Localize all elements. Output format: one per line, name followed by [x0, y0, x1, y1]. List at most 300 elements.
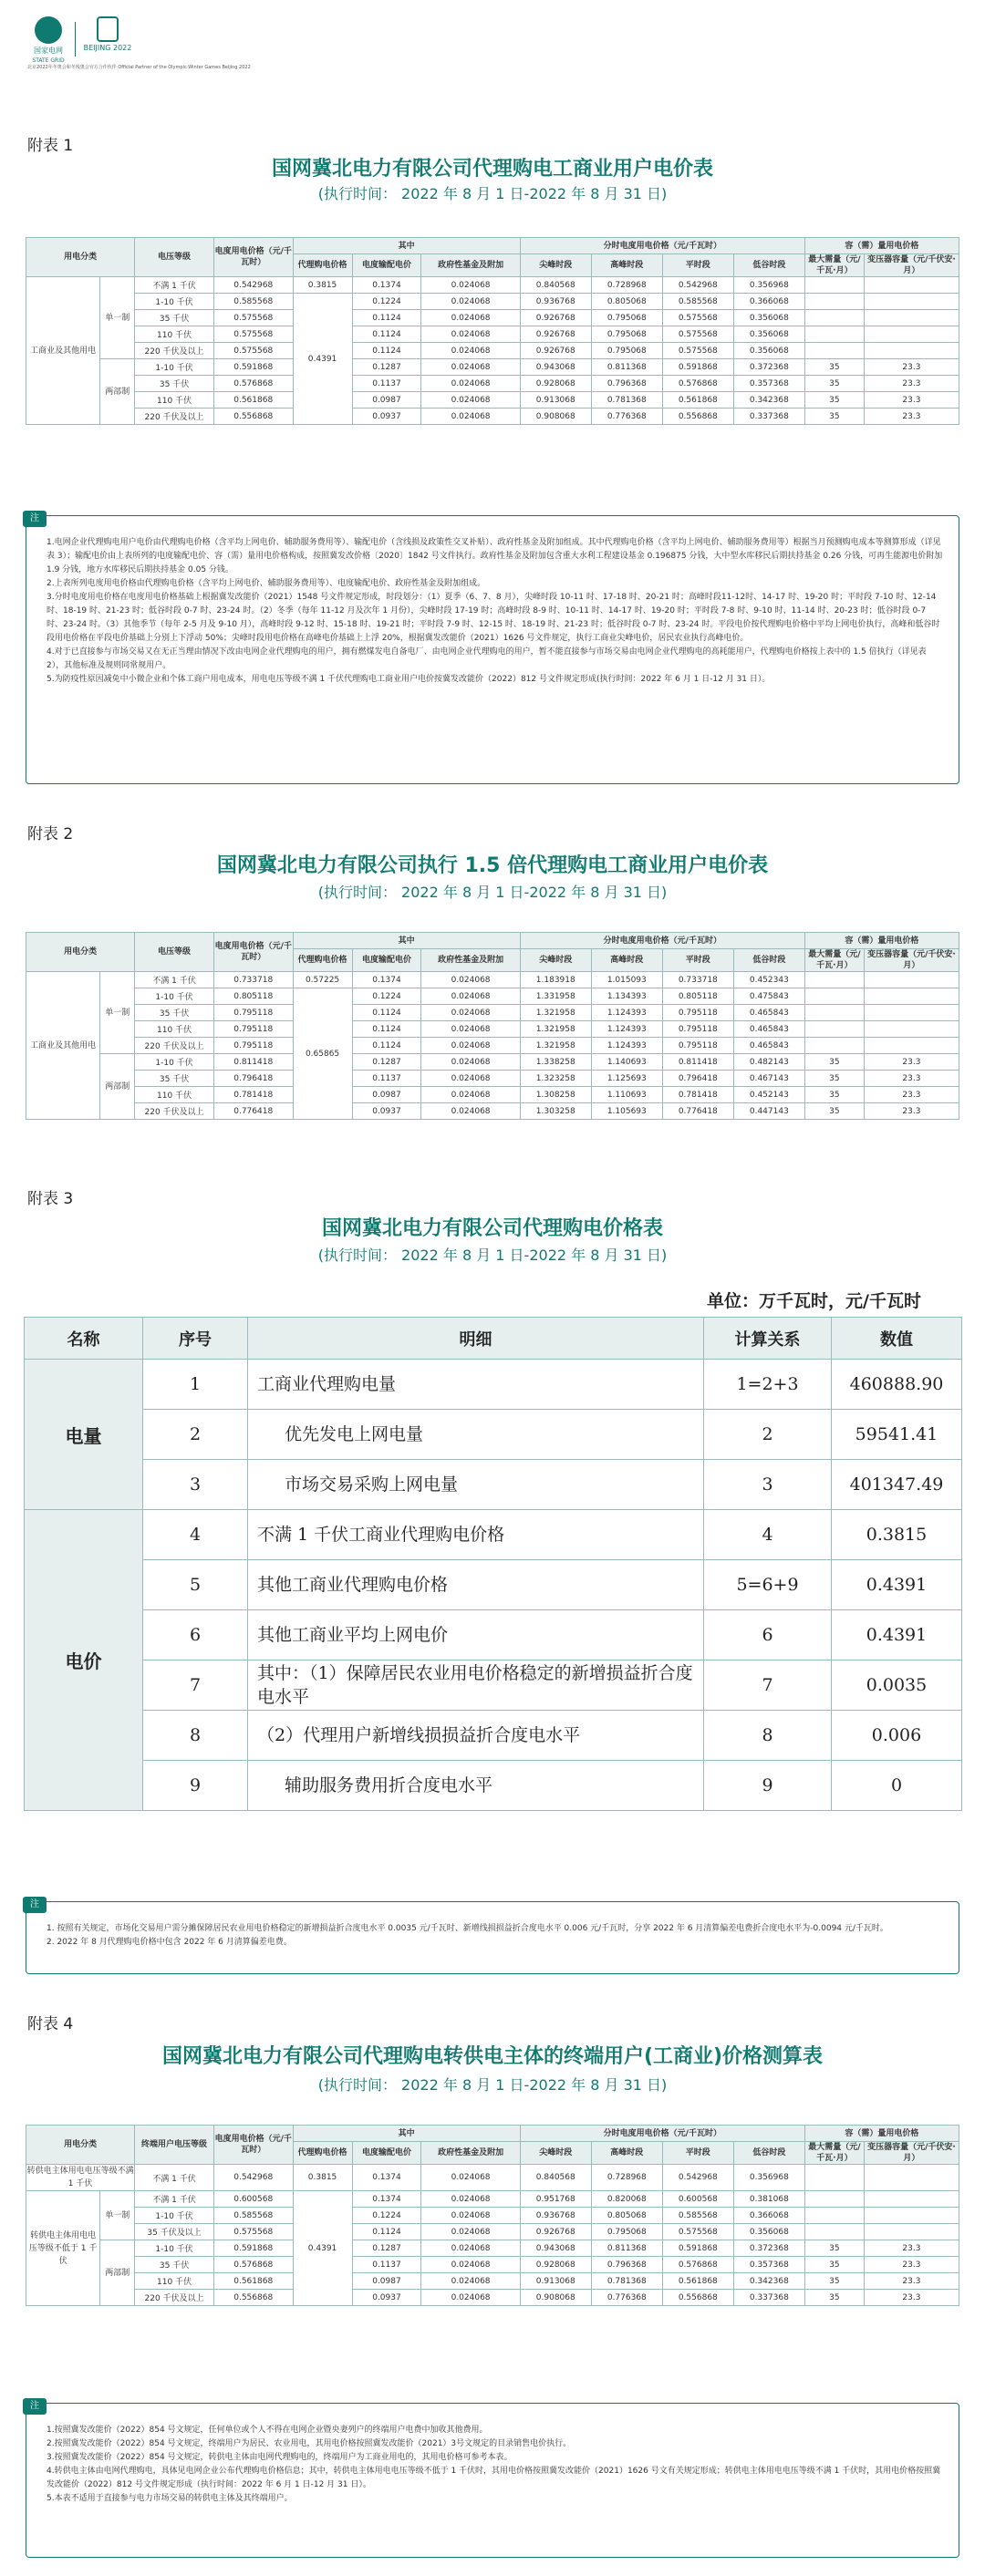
table-cell — [804, 1005, 864, 1021]
cell-agent: 0.3815 — [293, 2165, 352, 2191]
table-row — [26, 1038, 959, 1054]
table-cell: 0.805118 — [213, 988, 293, 1005]
t3-col-no: 序号 — [143, 1318, 248, 1360]
table-cell — [864, 2191, 959, 2208]
note-tag: 注 — [23, 1897, 47, 1913]
table-1 — [26, 237, 959, 425]
table-cell: 0.356068 — [733, 2224, 804, 2240]
table-cell: 0.576868 — [213, 376, 293, 392]
table-cell: 0.556868 — [213, 2290, 293, 2306]
table-cell: 0.776368 — [591, 409, 662, 425]
col-agent: 代理购电价格 — [293, 254, 352, 277]
cell-no: 2 — [143, 1410, 248, 1460]
t3-title: 国网冀北电力有限公司代理购电价格表 — [321, 1217, 663, 1240]
table-cell: 0.781368 — [591, 392, 662, 409]
col-peak: 尖峰时段 — [520, 2142, 591, 2165]
table-cell: 0.936768 — [520, 294, 591, 310]
cell-calc: 6 — [704, 1610, 832, 1660]
note-item: 3.按照冀发改能价（2022）854 号文规定，转供电主体由电网代理购电的，终端用户为工商业用电的，其用电价格可参考本表。 — [47, 2453, 513, 2462]
table-cell: 23.3 — [864, 1087, 959, 1103]
note-item: 2.上表所列电度用电价格由代理购电价格（含平均上网电价、辅助服务费用等）、电度输配电价、政府性基金及附加组成。 — [47, 579, 486, 588]
table-row — [25, 1761, 962, 1811]
table-cell: 0.452143 — [733, 1087, 804, 1103]
cell-no: 1 — [143, 1360, 248, 1410]
table-row — [26, 277, 959, 294]
table-cell: 0.337368 — [733, 409, 804, 425]
table-cell: 110 千伏 — [135, 326, 214, 343]
table-cell: 23.3 — [864, 2273, 959, 2290]
table-cell: 0.795068 — [591, 310, 662, 326]
table-cell: 1.110693 — [591, 1087, 662, 1103]
col-high: 高峰时段 — [591, 2142, 662, 2165]
cell-agent-merged: 0.65865 — [293, 988, 352, 1120]
col-capacity: 容（需）量用电价格 — [804, 933, 959, 949]
table-row — [26, 2240, 959, 2257]
col-price: 电度用电价格（元/千瓦时） — [213, 2126, 293, 2165]
table-cell: 35 千伏 — [135, 376, 214, 392]
table-cell: 0.600568 — [662, 2191, 733, 2208]
table-cell: 0.465843 — [733, 1021, 804, 1038]
table-cell: 1-10 千伏 — [135, 988, 214, 1005]
cat-two: 两部制 — [100, 2240, 135, 2306]
table-cell — [804, 294, 864, 310]
table-cell: 0.776418 — [213, 1103, 293, 1120]
col-flat: 平时段 — [662, 2142, 733, 2165]
table-row — [26, 294, 959, 310]
table-cell: 35 — [804, 2290, 864, 2306]
table-cell: 1.321958 — [520, 1038, 591, 1054]
table-cell: 0.926768 — [520, 310, 591, 326]
col-maxdemand: 最大需量（元/千瓦·月） — [804, 949, 864, 972]
table-cell — [804, 326, 864, 343]
table-cell: 0.024068 — [421, 1071, 520, 1087]
table-cell: 0.575568 — [662, 326, 733, 343]
table-cell: 0.1374 — [352, 277, 421, 294]
col-peak: 尖峰时段 — [520, 949, 591, 972]
table-cell: 0.943068 — [520, 359, 591, 376]
table-cell: 0.024068 — [421, 2273, 520, 2290]
cell-detail: 优先发电上网电量 — [248, 1410, 704, 1460]
table-cell: 0.024068 — [421, 392, 520, 409]
table-cell: 0.1124 — [352, 310, 421, 326]
table-cell: 0.542968 — [662, 277, 733, 294]
table-cell: 0.1287 — [352, 2240, 421, 2257]
table-cell — [864, 1021, 959, 1038]
table-cell: 1.124393 — [591, 1021, 662, 1038]
table-cell: 0.542968 — [213, 2165, 293, 2191]
table-cell: 23.3 — [864, 359, 959, 376]
table-cell: 0.356068 — [733, 310, 804, 326]
table-cell — [864, 294, 959, 310]
table-cell: 35 — [804, 1071, 864, 1087]
col-trans: 电度输配电价 — [352, 254, 421, 277]
table-row — [26, 1087, 959, 1103]
table-cell: 1.303258 — [520, 1103, 591, 1120]
table-cell: 1.124393 — [591, 1005, 662, 1021]
table-cell: 0.576868 — [662, 376, 733, 392]
cell-no: 7 — [143, 1660, 248, 1711]
table-cell: 0.447143 — [733, 1103, 804, 1120]
table-cell: 0.024068 — [421, 1054, 520, 1071]
table-cell: 0.561868 — [213, 392, 293, 409]
table-cell: 0.1224 — [352, 294, 421, 310]
table-cell: 1.125693 — [591, 1071, 662, 1087]
col-tou: 分时电度用电价格（元/千瓦时） — [520, 933, 804, 949]
t2-title: 国网冀北电力有限公司执行 1.5 倍代理购电工商业用户电价表 — [216, 854, 769, 877]
table-cell: 35 — [804, 1054, 864, 1071]
table-cell: 0.475843 — [733, 988, 804, 1005]
table-row — [25, 1560, 962, 1610]
table-cell: 35 — [804, 2273, 864, 2290]
table-cell: 0.024068 — [421, 326, 520, 343]
table-cell: 0.1124 — [352, 2224, 421, 2240]
table-cell: 0.811368 — [591, 359, 662, 376]
table-cell: 0.943068 — [520, 2240, 591, 2257]
cell-detail: 市场交易采购上网电量 — [248, 1460, 704, 1510]
t4-label: 附表 4 — [27, 2015, 74, 2033]
t3-period: (执行时间： 2022 年 8 月 1 日-2022 年 8 月 31 日) — [317, 1247, 668, 1264]
table-cell: 23.3 — [864, 1054, 959, 1071]
table-cell: 23.3 — [864, 392, 959, 409]
table-row — [26, 1005, 959, 1021]
table-cell: 0.781368 — [591, 2273, 662, 2290]
table-cell — [804, 972, 864, 988]
table-cell: 23.3 — [864, 2257, 959, 2273]
table-cell: 0.820068 — [591, 2191, 662, 2208]
table-cell: 0.024068 — [421, 972, 520, 988]
t3-unit: 单位：万千瓦时，元/千瓦时 — [707, 1291, 921, 1311]
t3-notes — [26, 1901, 959, 1974]
cell-calc: 3 — [704, 1460, 832, 1510]
table-cell: 0.024068 — [421, 2240, 520, 2257]
note-item: 5.为防疫性原因减免中小微企业和个体工商户用电成本，用电电压等级不满 1 千伏代理购电工商业用户电价按冀发改能价（2022）812 号文件规定形成(执行时间：2022 年 6 月 1 日-12 月 31 日）。 — [47, 675, 771, 684]
table-cell: 0.575568 — [662, 2224, 733, 2240]
t4-title: 国网冀北电力有限公司代理购电转供电主体的终端用户(工商业)价格测算表 — [161, 2045, 824, 2068]
table-cell: 0.024068 — [421, 2165, 520, 2191]
table-cell: 0.926768 — [520, 326, 591, 343]
table-cell: 0.575568 — [213, 310, 293, 326]
table-cell: 1.321958 — [520, 1005, 591, 1021]
table-cell: 35 千伏 — [135, 1071, 214, 1087]
table-cell: 0.356068 — [733, 326, 804, 343]
table-cell: 0.805068 — [591, 2208, 662, 2224]
table-cell: 0.575568 — [213, 2224, 293, 2240]
table-cell: 0.781418 — [213, 1087, 293, 1103]
table-cell: 0.024068 — [421, 1038, 520, 1054]
col-category: 用电分类 — [26, 2126, 135, 2165]
table-cell: 0.024068 — [421, 376, 520, 392]
col-transformer: 变压器容量（元/千伏安·月） — [864, 2142, 959, 2165]
table-cell: 0.467143 — [733, 1071, 804, 1087]
col-capacity: 容（需）量用电价格 — [804, 238, 959, 254]
table-cell: 35 — [804, 2257, 864, 2273]
table-cell: 0.024068 — [421, 1005, 520, 1021]
table-cell: 0.585568 — [213, 2208, 293, 2224]
table-cell: 220 千伏及以上 — [135, 1038, 214, 1054]
table-cell — [864, 326, 959, 343]
table-cell: 1.321958 — [520, 1021, 591, 1038]
cell-agent-merged: 0.4391 — [293, 2191, 352, 2306]
cell-detail: 其中：（1）保障居民农业用电价格稳定的新增损益折合度电水平 — [248, 1660, 704, 1711]
table-cell: 220 千伏及以上 — [135, 1103, 214, 1120]
table-cell: 0.024068 — [421, 277, 520, 294]
table-row — [26, 2165, 959, 2191]
cell-detail: 辅助服务费用折合度电水平 — [248, 1761, 704, 1811]
table-cell: 0.576868 — [213, 2257, 293, 2273]
logo-group — [27, 16, 251, 70]
note-item: 4.对于已直接参与市场交易又在无正当理由情况下改由电网企业代理购电的用户，拥有燃煤发电自备电厂、由电网企业代理购电的用户，暂不能直接参与市场交易由电网企业代理购电的高耗能用户，代理购电价格按上表中的 1.5 倍执行（详见表 2），其他标准及规则同常规用户。 — [47, 647, 927, 670]
table-row — [25, 1410, 962, 1460]
t1-period: (执行时间： 2022 年 8 月 1 日-2022 年 8 月 31 日) — [317, 185, 668, 202]
table-cell: 1.183918 — [520, 972, 591, 988]
table-cell: 110 千伏 — [135, 1021, 214, 1038]
table-cell: 0.776418 — [662, 1103, 733, 1120]
table-cell: 1-10 千伏 — [135, 1054, 214, 1071]
table-cell: 0.795118 — [213, 1005, 293, 1021]
table-cell — [864, 2208, 959, 2224]
table-cell: 0.381068 — [733, 2191, 804, 2208]
cell-calc: 8 — [704, 1711, 832, 1761]
cell-value: 460888.90 — [832, 1360, 962, 1410]
cat-main: 工商业及其他用电 — [26, 277, 100, 425]
table-cell: 0.796368 — [591, 376, 662, 392]
table-cell: 110 千伏 — [135, 1087, 214, 1103]
table-cell: 0.342368 — [733, 392, 804, 409]
table-cell: 0.024068 — [421, 2191, 520, 2208]
sgcc-name: 国家电网 — [34, 47, 63, 55]
table-cell: 35 — [804, 2240, 864, 2257]
table-cell: 0.728968 — [591, 277, 662, 294]
table-cell: 0.811418 — [662, 1054, 733, 1071]
table-row — [25, 1460, 962, 1510]
table-cell: 0.482143 — [733, 1054, 804, 1071]
cell-calc: 5=6+9 — [704, 1560, 832, 1610]
table-cell — [804, 988, 864, 1005]
table-cell: 0.575568 — [213, 343, 293, 359]
table-cell: 35 — [804, 392, 864, 409]
table-cell: 0.928068 — [520, 2257, 591, 2273]
table-cell — [864, 343, 959, 359]
col-price: 电度用电价格（元/千瓦时） — [213, 238, 293, 277]
t3-col-name: 名称 — [25, 1318, 143, 1360]
table-cell: 0.575568 — [662, 310, 733, 326]
beijing-2022-logo — [80, 16, 135, 62]
table-cell: 0.591868 — [662, 2240, 733, 2257]
cell-detail: （2）代理用户新增线损损益折合度电水平 — [248, 1711, 704, 1761]
table-cell: 0.357368 — [733, 376, 804, 392]
col-fund: 政府性基金及附加 — [421, 2142, 520, 2165]
table-cell: 0.926768 — [520, 2224, 591, 2240]
table-cell: 0.561868 — [662, 2273, 733, 2290]
t1-label: 附表 1 — [27, 137, 74, 155]
table-row — [25, 1610, 962, 1660]
table-row — [26, 2290, 959, 2306]
t3-col-calc: 计算关系 — [704, 1318, 832, 1360]
table-cell: 0.1224 — [352, 988, 421, 1005]
cat-single: 单一制 — [100, 2191, 135, 2240]
table-cell: 0.795118 — [662, 1021, 733, 1038]
table-cell: 23.3 — [864, 409, 959, 425]
sgcc-globe-icon — [35, 16, 62, 44]
cell-calc: 7 — [704, 1660, 832, 1711]
cell-calc: 9 — [704, 1761, 832, 1811]
table-4 — [26, 2125, 959, 2306]
table-cell — [804, 1021, 864, 1038]
cat-single: 单一制 — [100, 277, 135, 359]
table-row — [26, 409, 959, 425]
table-cell: 35 — [804, 1087, 864, 1103]
col-high: 高峰时段 — [591, 254, 662, 277]
table-cell: 0.356968 — [733, 2165, 804, 2191]
cell-no: 4 — [143, 1510, 248, 1560]
logo-divider — [75, 22, 76, 57]
table-cell: 0.561868 — [662, 392, 733, 409]
table-cell: 0.024068 — [421, 2290, 520, 2306]
cell-no: 6 — [143, 1610, 248, 1660]
col-flat: 平时段 — [662, 949, 733, 972]
table-row — [25, 1660, 962, 1711]
cell-no: 5 — [143, 1560, 248, 1610]
table-cell: 0.1124 — [352, 1005, 421, 1021]
col-valley: 低谷时段 — [733, 2142, 804, 2165]
table-cell: 0.024068 — [421, 2224, 520, 2240]
table-cell: 0.1124 — [352, 1021, 421, 1038]
table-cell: 0.556868 — [662, 2290, 733, 2306]
table-cell: 0.0937 — [352, 1103, 421, 1120]
table-cell: 1.105693 — [591, 1103, 662, 1120]
table-cell: 0.795118 — [662, 1005, 733, 1021]
table-cell: 不满 1 千伏 — [135, 2191, 214, 2208]
table-row — [26, 376, 959, 392]
note-item: 2. 2022 年 8 月代理购电价格中包含 2022 年 6 月清算偏差电费。 — [47, 1938, 292, 1947]
table-cell: 0.926768 — [520, 343, 591, 359]
table-cell — [864, 2165, 959, 2191]
t2-period: (执行时间： 2022 年 8 月 1 日-2022 年 8 月 31 日) — [317, 884, 668, 901]
table-row — [25, 1360, 962, 1410]
table-cell: 0.542968 — [662, 2165, 733, 2191]
col-transformer: 变压器容量（元/千伏安·月） — [864, 254, 959, 277]
table-cell: 0.913068 — [520, 2273, 591, 2290]
note-item: 4.转供电主体由电网代理购电，具体见电网企业公布代理购电价格信息；其中，转供电主体用电电压等级不低于 1 千伏时，其用电价格按照冀发改能价（2021）1626 号文有关规定形成；转供电主体用电电压等级不满 1 千伏时，其用电价格按照冀发改能价（2022）812 号文件规定形成（执行时间：2022 年 6 月 1 日-12 月 31 日）。 — [47, 2467, 941, 2489]
table-cell: 0.591868 — [213, 2240, 293, 2257]
table-cell: 0.840568 — [520, 2165, 591, 2191]
table-row — [26, 326, 959, 343]
cat-main: 转供电主体用电电压等级不低于 1 千伏 — [26, 2191, 100, 2306]
table-cell: 0.556868 — [662, 409, 733, 425]
table-cell: 220 千伏及以上 — [135, 343, 214, 359]
table-cell: 0.337368 — [733, 2290, 804, 2306]
table-cell: 0.542968 — [213, 277, 293, 294]
cell-agent: 0.57225 — [293, 972, 352, 988]
t1-title: 国网冀北电力有限公司代理购电工商业用户电价表 — [271, 158, 713, 181]
table-cell: 0.465843 — [733, 1038, 804, 1054]
note-item: 1.按照冀发改能价（2022）854 号文规定，任何单位或个人不得在电网企业暨央妻列户的终端用户电费中加收其他费用。 — [47, 2426, 488, 2435]
note-item: 5.本表不适用于直接参与电力市场交易的转供电主体及其终端用户。 — [47, 2494, 293, 2503]
cell-value: 0.006 — [832, 1711, 962, 1761]
cat-first: 转供电主体用电电压等级不满 1 千伏 — [26, 2165, 135, 2191]
table-cell: 0.795068 — [591, 343, 662, 359]
table-cell: 220 千伏及以上 — [135, 409, 214, 425]
table-cell: 0.1124 — [352, 343, 421, 359]
table-row — [26, 1021, 959, 1038]
table-cell — [804, 2165, 864, 2191]
table-cell: 35 千伏 — [135, 310, 214, 326]
table-row — [26, 310, 959, 326]
note-item: 1. 按照有关规定，市场化交易用户需分摊保障居民农业用电价格稳定的新增损益折合度电水平 0.0035 元/千瓦时、新增线损损益折合度电水平 0.006 元/千瓦时，分享 2022 年 6 月清算偏差电费折合度电水平为-0.0094 元/千瓦时。 — [47, 1924, 888, 1933]
table-cell: 1.124393 — [591, 1038, 662, 1054]
table-cell: 0.1224 — [352, 2208, 421, 2224]
table-cell: 23.3 — [864, 1071, 959, 1087]
table-cell: 1.323258 — [520, 1071, 591, 1087]
table-cell: 0.600568 — [213, 2191, 293, 2208]
table-row — [26, 2273, 959, 2290]
table-cell: 0.024068 — [421, 294, 520, 310]
t3-label: 附表 3 — [27, 1190, 74, 1208]
cell-agent-merged: 0.4391 — [293, 294, 352, 425]
cell-calc: 2 — [704, 1410, 832, 1460]
table-cell — [804, 343, 864, 359]
note-tag: 注 — [23, 2398, 47, 2415]
table-row — [26, 988, 959, 1005]
col-trans: 电度输配电价 — [352, 2142, 421, 2165]
table-cell: 0.366068 — [733, 2208, 804, 2224]
table-row — [26, 1103, 959, 1120]
col-category: 用电分类 — [26, 238, 135, 277]
cat-two: 两部制 — [100, 359, 135, 425]
table-cell: 0.1374 — [352, 972, 421, 988]
cell-value: 0.4391 — [832, 1560, 962, 1610]
table-cell: 0.1124 — [352, 1038, 421, 1054]
cell-value: 401347.49 — [832, 1460, 962, 1510]
col-fund: 政府性基金及附加 — [421, 254, 520, 277]
table-cell: 不满 1 千伏 — [135, 2165, 214, 2191]
table-cell: 0.796368 — [591, 2257, 662, 2273]
table-cell: 0.733718 — [662, 972, 733, 988]
table-cell: 0.575568 — [662, 343, 733, 359]
table-row — [26, 2224, 959, 2240]
table-cell: 0.795068 — [591, 2224, 662, 2240]
table-cell: 0.585568 — [213, 294, 293, 310]
table-cell: 0.024068 — [421, 988, 520, 1005]
table-cell: 1.331958 — [520, 988, 591, 1005]
table-cell: 0.576868 — [662, 2257, 733, 2273]
table-cell — [804, 1038, 864, 1054]
col-fund: 政府性基金及附加 — [421, 949, 520, 972]
note-item: 1.电网企业代理购电用户电价由代理购电价格（含平均上网电价、辅助服务费用等）、输配电价（含线损及政策性交叉补贴）、政府性基金及附加组成。其中代理购电价格（含平均上网电价、辅助服务费用等）根据当月预测购电成本等测算形成（详见表 3）；输配电价由上表所列的电度输配电价、容（需）量用电价格构成，按照冀发改价格〔2020〕1842 号文件执行。政府性基金及附加包含重大水利工程建设基金 0.196875 分钱，大中型水库移民后期扶持基金 0.26 分钱，可再生能源电价附加 1.9 分钱，地方水库移民后期扶持基金 0.05 分钱。 — [47, 538, 943, 574]
table-cell: 0.908068 — [520, 2290, 591, 2306]
col-valley: 低谷时段 — [733, 949, 804, 972]
table-cell: 0.024068 — [421, 1087, 520, 1103]
table-cell: 0.366068 — [733, 294, 804, 310]
cell-no: 3 — [143, 1460, 248, 1510]
table-cell: 0.024068 — [421, 1103, 520, 1120]
table-cell — [864, 2224, 959, 2240]
table-cell: 23.3 — [864, 2290, 959, 2306]
table-cell: 35 — [804, 1103, 864, 1120]
col-maxdemand: 最大需量（元/千瓦·月） — [804, 254, 864, 277]
table-cell: 0.465843 — [733, 1005, 804, 1021]
t3-col-detail: 明细 — [248, 1318, 704, 1360]
table-row — [26, 343, 959, 359]
table-row — [25, 1711, 962, 1761]
cell-detail: 工商业代理购电量 — [248, 1360, 704, 1410]
table-cell: 0.591868 — [662, 359, 733, 376]
table-cell — [804, 2208, 864, 2224]
cell-value: 0.4391 — [832, 1610, 962, 1660]
table-cell: 0.1374 — [352, 2191, 421, 2208]
table-cell: 23.3 — [864, 376, 959, 392]
table-cell: 0.951768 — [520, 2191, 591, 2208]
